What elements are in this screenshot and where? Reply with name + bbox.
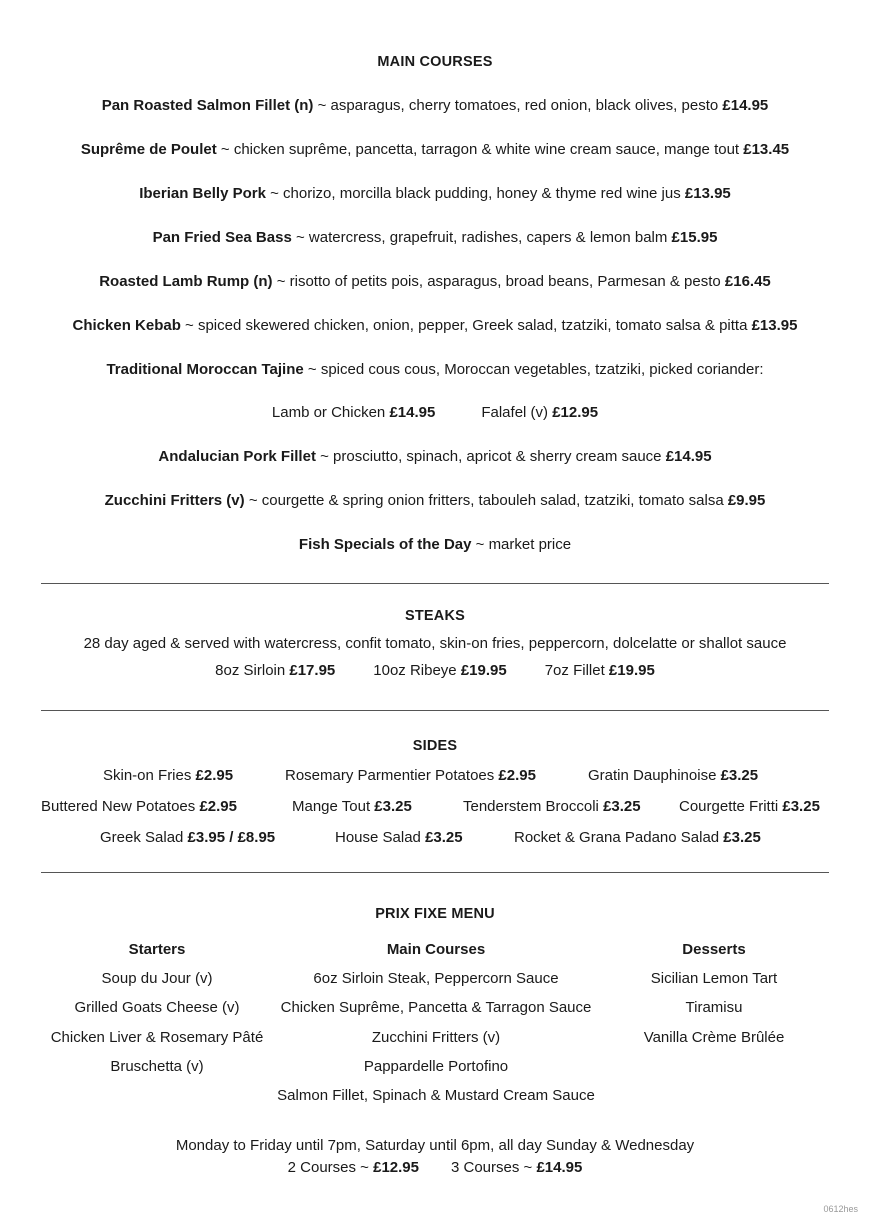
side-item <box>679 797 820 817</box>
dish-desc: ~ market price <box>471 536 572 553</box>
list-item: Chicken Liver & Rosemary Pâté <box>50 1028 264 1046</box>
dish-name: Traditional Moroccan Tajine <box>106 361 304 378</box>
divider <box>41 710 829 711</box>
menu-item <box>0 360 870 380</box>
steak-options <box>0 661 870 681</box>
sides-row <box>0 797 870 817</box>
list-item: Salmon Fillet, Spinach & Mustard Cream Sauce <box>277 1087 595 1105</box>
option-label: 10oz Ribeye <box>373 662 461 679</box>
side-label: Gratin Dauphinoise <box>588 767 721 784</box>
side-item <box>103 766 233 786</box>
menu-item <box>0 184 870 204</box>
side-price: £2.95 <box>195 767 234 784</box>
side-item <box>588 766 758 786</box>
dish-price: £13.95 <box>751 317 798 334</box>
dish-desc: ~ prosciutto, spinach, apricot & sherry cream sauce <box>315 448 666 465</box>
list-item: Vanilla Crème Brûlée <box>643 1028 785 1046</box>
side-item <box>292 797 412 817</box>
list-item: Chicken Suprême, Pancetta & Tarragon Sauce <box>280 999 592 1017</box>
menu-item <box>0 272 870 292</box>
option-label: 8oz Sirloin <box>215 662 290 679</box>
sides-row <box>0 766 870 786</box>
list-item: Grilled Goats Cheese (v) <box>74 999 240 1017</box>
side-price: £3.25 <box>374 798 412 815</box>
dish-name: Pan Roasted Salmon Fillet (n) <box>101 97 314 114</box>
option-price: £19.95 <box>460 662 507 679</box>
dish-desc: ~ watercress, grapefruit, radishes, capers & lemon balm <box>291 229 672 246</box>
dish-name: Chicken Kebab <box>72 317 181 334</box>
dish-desc: ~ chorizo, morcilla black pudding, honey & thyme red wine jus <box>265 185 685 202</box>
side-label: Greek Salad <box>100 829 188 846</box>
dish-desc: ~ courgette & spring onion fritters, tabouleh salad, tzatziki, tomato salsa <box>244 492 728 509</box>
desserts-column <box>614 940 814 1057</box>
dish-price: £16.45 <box>724 273 771 290</box>
side-label: Buttered New Potatoes <box>41 798 200 815</box>
steak-option <box>215 662 335 679</box>
course-label: 3 Courses ~ <box>451 1159 537 1176</box>
tajine-option <box>272 404 435 421</box>
dish-price: £13.45 <box>743 141 790 158</box>
side-label: Mange Tout <box>292 798 375 815</box>
course-label: 2 Courses ~ <box>287 1159 374 1176</box>
option-label: Lamb or Chicken <box>271 404 390 421</box>
dish-name: Fish Specials of the Day <box>298 536 472 553</box>
dish-price: £15.95 <box>671 229 718 246</box>
side-label: Rosemary Parmentier Potatoes <box>285 767 499 784</box>
dish-price: £9.95 <box>727 492 766 509</box>
list-item: Zucchini Fritters (v) <box>371 1028 501 1046</box>
menu-item <box>0 228 870 248</box>
dish-desc: ~ spiced skewered chicken, onion, pepper, Greek salad, tzatziki, tomato salsa & pitta <box>180 317 752 334</box>
course-price <box>288 1159 419 1176</box>
starters-title: Starters <box>128 941 186 958</box>
mains-column <box>261 940 611 1115</box>
option-price: £17.95 <box>289 662 336 679</box>
menu-item <box>0 491 870 511</box>
list-item: Pappardelle Portofino <box>363 1057 509 1075</box>
side-label: Courgette Fritti <box>679 798 783 815</box>
side-price: £2.95 <box>498 767 536 784</box>
option-price: £19.95 <box>608 662 655 679</box>
dish-price: £14.95 <box>722 97 769 114</box>
list-item: Sicilian Lemon Tart <box>650 970 778 987</box>
dish-name: Suprême de Poulet <box>80 141 217 158</box>
menu-item <box>0 447 870 467</box>
side-label: Tenderstem Broccoli <box>463 798 604 815</box>
sides-heading: SIDES <box>412 738 458 754</box>
tajine-options <box>0 403 870 423</box>
list-item: 6oz Sirloin Steak, Peppercorn Sauce <box>313 970 559 987</box>
prix-fixe-heading: PRIX FIXE MENU <box>375 906 495 922</box>
menu-item <box>0 96 870 116</box>
dish-desc: ~ chicken suprême, pancetta, tarragon & white wine cream sauce, mange tout <box>216 141 744 158</box>
list-item: Bruschetta (v) <box>110 1057 204 1075</box>
steak-option <box>373 662 506 679</box>
dish-desc: ~ spiced cous cous, Moroccan vegetables, tzatziki, picked coriander: <box>303 361 764 378</box>
dish-name: Pan Fried Sea Bass <box>152 229 292 246</box>
menu-item <box>0 316 870 336</box>
dish-name: Roasted Lamb Rump (n) <box>99 273 273 290</box>
menu-item <box>0 140 870 160</box>
option-price: £14.95 <box>389 404 436 421</box>
course-amount: £12.95 <box>373 1159 419 1176</box>
prix-fixe-availability: Monday to Friday until 7pm, Saturday until 6pm, all day Sunday & Wednesday <box>175 1137 695 1154</box>
side-label: Skin-on Fries <box>103 767 196 784</box>
side-price: £3.25 <box>425 829 463 846</box>
option-price: £12.95 <box>552 404 599 421</box>
tajine-option <box>481 404 598 421</box>
steaks-heading: STEAKS <box>404 608 465 624</box>
side-item <box>463 797 641 817</box>
dish-desc: ~ asparagus, cherry tomatoes, red onion, black olives, pesto <box>313 97 723 114</box>
steak-option <box>545 662 655 679</box>
side-label: Rocket & Grana Padano Salad <box>514 829 724 846</box>
main-courses-heading: MAIN COURSES <box>377 54 493 70</box>
dish-price: £13.95 <box>684 185 731 202</box>
option-label: Falafel (v) <box>481 404 553 421</box>
dish-name: Iberian Belly Pork <box>139 185 266 202</box>
side-price: £2.95 <box>199 798 237 815</box>
dish-desc: ~ risotto of petits pois, asparagus, broad beans, Parmesan & pesto <box>272 273 725 290</box>
document-code: 0612hes <box>823 1204 858 1214</box>
side-item <box>335 828 463 848</box>
side-price: £3.25 <box>723 829 761 846</box>
sides-row <box>0 828 870 848</box>
mains-title: Main Courses <box>386 941 486 958</box>
side-price: £3.25 <box>782 798 820 815</box>
list-item: Soup du Jour (v) <box>101 970 213 987</box>
steaks-description: 28 day aged & served with watercress, confit tomato, skin-on fries, peppercorn, dolcelatte or shallot sauce <box>83 635 787 652</box>
dish-name: Zucchini Fritters (v) <box>104 492 245 509</box>
dish-price: £14.95 <box>665 448 712 465</box>
list-item: Tiramisu <box>685 999 743 1017</box>
desserts-title: Desserts <box>682 941 746 958</box>
divider <box>41 583 829 584</box>
divider <box>41 872 829 873</box>
prix-fixe-prices <box>0 1158 870 1178</box>
side-item <box>285 766 536 786</box>
course-amount: £14.95 <box>536 1159 583 1176</box>
menu-item <box>0 535 870 555</box>
option-label: 7oz Fillet <box>544 662 609 679</box>
course-price <box>451 1159 582 1176</box>
dish-name: Andalucian Pork Fillet <box>158 448 316 465</box>
side-item <box>514 828 761 848</box>
side-price: £3.25 <box>720 767 759 784</box>
starters-column <box>42 940 272 1086</box>
side-price: £3.95 / £8.95 <box>187 829 276 846</box>
side-label: House Salad <box>335 829 426 846</box>
side-price: £3.25 <box>603 798 641 815</box>
side-item <box>100 828 275 848</box>
side-item <box>41 797 237 817</box>
